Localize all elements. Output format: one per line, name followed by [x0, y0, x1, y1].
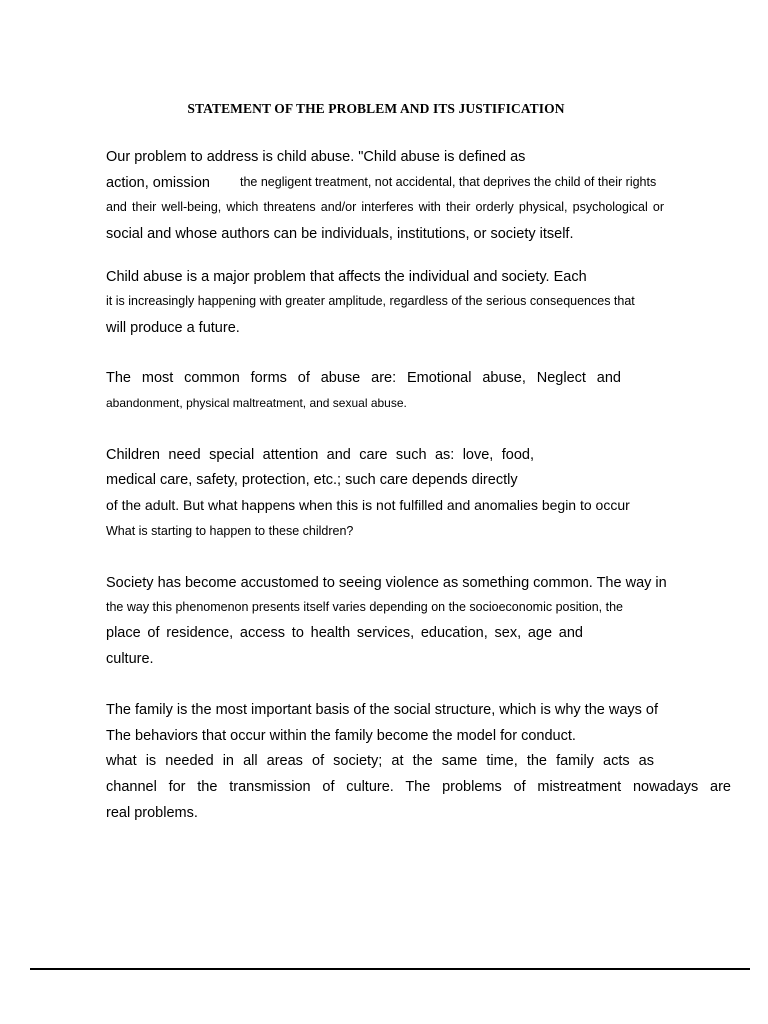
paragraph-6-line-1: The family is the most important basis of the social structure, which is why the ways of [106, 702, 659, 718]
paragraph-1-line-1: Our problem to address is child abuse. "Child abuse is defined as [106, 149, 526, 165]
paragraph-5-line-3: place of residence, access to health services, education, sex, age and [106, 625, 583, 641]
document-title: STATEMENT OF THE PROBLEM AND ITS JUSTIFICATION [187, 101, 565, 116]
paragraph-2-line-3: will produce a future. [106, 320, 240, 336]
paragraph-3-line-2: abandonment, physical maltreatment, and sexual abuse. [106, 396, 407, 410]
paragraph-5-line-4: culture. [106, 651, 154, 667]
footer-rule [30, 968, 750, 970]
paragraph-6-line-3: what is needed in all areas of society; at the same time, the family acts as [106, 753, 654, 769]
paragraph-5-line-1: Society has become accustomed to seeing violence as something common. The way in [106, 575, 667, 591]
paragraph-1-line-3: and their well-being, which threatens and/or interferes with their orderly physical, psychological or [106, 200, 664, 214]
paragraph-4-line-4: What is starting to happen to these children? [106, 524, 354, 538]
paragraph-5-line-2: the way this phenomenon presents itself varies depending on the socioeconomic position, the [106, 600, 623, 614]
paragraph-3-line-1: The most common forms of abuse are: Emotional abuse, Neglect and [106, 370, 621, 386]
paragraph-2-line-2: it is increasingly happening with greater amplitude, regardless of the serious consequences that [106, 294, 635, 308]
paragraph-4-line-2: medical care, safety, protection, etc.; such care depends directly [106, 472, 518, 488]
paragraph-6-line-2: The behaviors that occur within the family become the model for conduct. [106, 728, 576, 744]
paragraph-2-line-1: Child abuse is a major problem that affects the individual and society. Each [106, 269, 587, 285]
paragraph-6-line-4: channel for the transmission of culture. The problems of mistreatment nowadays are [106, 779, 731, 795]
paragraph-6-line-5: real problems. [106, 805, 198, 821]
paragraph-1-line-2b: the negligent treatment, not accidental, that deprives the child of their rights [240, 175, 657, 189]
paragraph-1-line-4: social and whose authors can be individuals, institutions, or society itself. [106, 226, 574, 242]
paragraph-4-line-3: of the adult. But what happens when this is not fulfilled and anomalies begin to occur [106, 497, 630, 513]
paragraph-4-line-1: Children need special attention and care such as: love, food, [106, 447, 534, 463]
paragraph-1-line-2a: action, omission [106, 175, 210, 191]
